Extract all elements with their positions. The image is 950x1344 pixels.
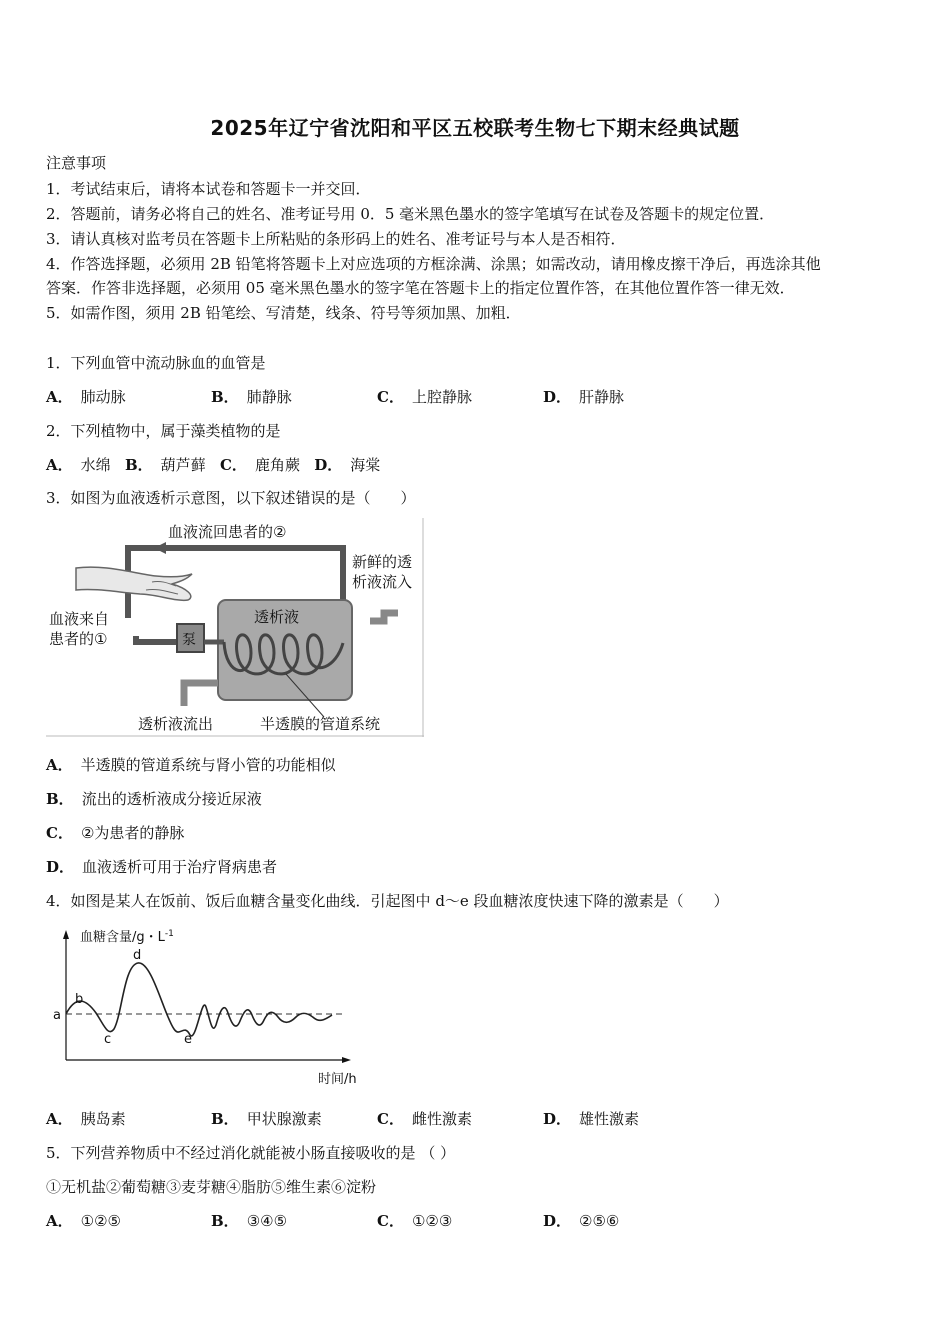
q5-option-c: C． ①②③ (377, 1212, 453, 1230)
notice-item: 4．作答选择题，必须用 2B 铅笔将答题卡上对应选项的方框涂满、涂黑；如需改动，请用橡皮擦干净后，再选涂其他 (46, 255, 821, 273)
label-dialysate-out: 透析液流出 (138, 715, 214, 733)
q1-option-b: B． 肺静脉 (211, 388, 292, 406)
q3-option-c: C． ②为患者的静脉 (46, 824, 185, 842)
point-b-label: b (75, 992, 84, 1007)
notice-heading: 注意事项 (46, 154, 107, 172)
q3-option-d: D． 血液透析可用于治疗肾病患者 (46, 858, 278, 876)
question-2-stem: 2．下列植物中，属于藻类植物的是 (46, 422, 281, 440)
q3-option-a: A． 半透膜的管道系统与肾小管的功能相似 (46, 756, 336, 774)
notice-item: 3．请认真核对监考员在答题卡上所粘贴的条形码上的姓名、准考证号与本人是否相符． (46, 230, 626, 248)
q4-option-b: B． 甲状腺激素 (211, 1110, 322, 1128)
question-3-stem: 3．如图为血液透析示意图，以下叙述错误的是（ ） (46, 489, 416, 507)
q1-option-a: A． 肺动脉 (46, 388, 126, 406)
q5-option-a: A． ①②⑤ (46, 1212, 121, 1230)
point-c-label: c (104, 1032, 112, 1047)
q5-option-d: D． ②⑤⑥ (543, 1212, 620, 1230)
q4-option-a: A． 胰岛素 (46, 1110, 126, 1128)
q4-option-c: C． 雌性激素 (377, 1110, 472, 1128)
q1-option-c: C． 上腔静脉 (377, 388, 472, 406)
label-fresh-dialysate-1: 新鲜的透 (352, 553, 413, 571)
question-4-stem: 4．如图是某人在饭前、饭后血糖含量变化曲线．引起图中 d～e 段血糖浓度快速下降的激素是（ ） (46, 892, 729, 910)
label-blood-return: 血液流回患者的② (168, 523, 287, 541)
q5-option-b: B． ③④⑤ (211, 1212, 288, 1230)
q4-option-d: D． 雄性激素 (543, 1110, 640, 1128)
label-blood-from-2: 患者的① (49, 630, 108, 648)
label-dialysate: 透析液 (254, 608, 300, 626)
notice-item: 1．考试结束后，请将本试卷和答题卡一并交回． (46, 180, 371, 198)
label-pump: 泵 (182, 632, 196, 648)
q1-option-d: D． 肝静脉 (543, 388, 625, 406)
y-axis-label: 血糖含量/g・$L^{-1}$ (80, 929, 174, 945)
point-a-label: a (53, 1008, 61, 1023)
label-blood-from-1: 血液来自 (49, 610, 110, 628)
notice-item: 5．如需作图，须用 2B 铅笔绘、写清楚，线条、符号等须加黑、加粗． (46, 304, 521, 322)
label-membrane: 半透膜的管道系统 (260, 715, 381, 733)
dialysis-diagram (46, 518, 424, 737)
label-fresh-dialysate-2: 析液流入 (352, 573, 413, 591)
page-title: 2025年辽宁省沈阳和平区五校联考生物七下期末经典试题 (210, 116, 740, 140)
q2-options: A． 水绵 B． 葫芦藓 C． 鹿角蕨 D． 海棠 (46, 456, 381, 474)
question-5-stem: 5．下列营养物质中不经过消化就能被小肠直接吸收的是 （ ） (46, 1144, 456, 1162)
point-e-label: e (184, 1032, 192, 1047)
notice-item: 答案．作答非选择题，必须用 05 毫米黑色墨水的签字笔在答题卡上的指定位置作答，在其他位置作答一律无效． (46, 279, 795, 297)
question-5-items: ①无机盐②葡萄糖③麦芽糖④脂肪⑤维生素⑥淀粉 (46, 1178, 377, 1196)
q3-option-b: B． 流出的透析液成分接近尿液 (46, 790, 262, 808)
question-1-stem: 1．下列血管中流动脉血的血管是 (46, 354, 266, 372)
blood-glucose-chart (46, 925, 366, 1090)
notice-item: 2．答题前，请务必将自己的姓名、准考证号用 0．5 毫米黑色墨水的签字笔填写在试卷及答题卡的规定位置． (46, 205, 775, 223)
point-d-label: d (133, 948, 142, 963)
x-axis-label: 时间/h (318, 1072, 357, 1087)
